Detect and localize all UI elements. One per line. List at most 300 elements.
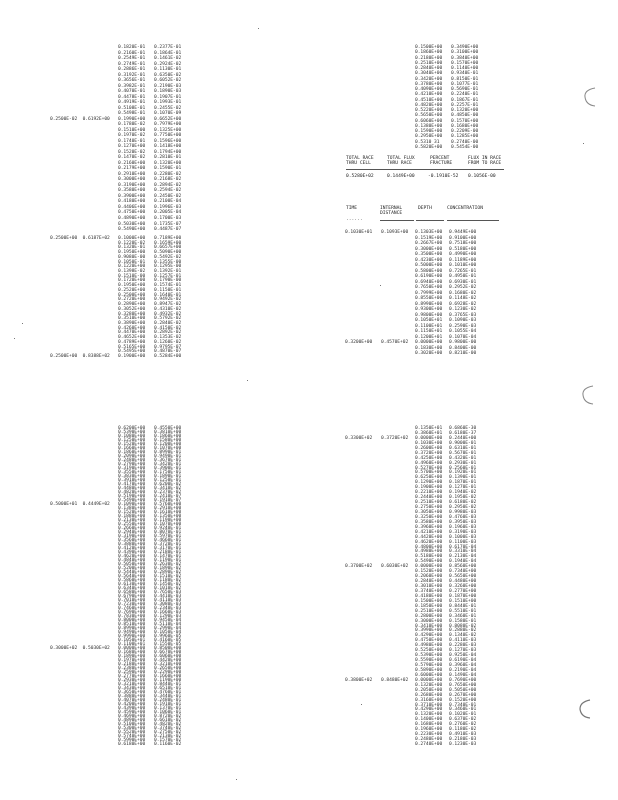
data-cell: 0.1520E+00 (415, 569, 443, 575)
data-cell: 0.2910E+00 (118, 171, 146, 177)
data-cell: 0.1418E+00 (154, 144, 182, 150)
data-cell: 0.1950E+00 (118, 283, 146, 289)
data-cell: 0.3250E+00 (415, 514, 443, 520)
tissue-header-depth: DEPTH (418, 206, 432, 211)
data-cell: 0.3982E-01 (118, 83, 146, 89)
tissue-header-concentration: CONCENTRATION (447, 206, 483, 211)
data-cell: 0.4980E+00 (415, 549, 443, 555)
data-cell: 0.5180E+00 (415, 554, 443, 560)
data-cell: 0.8990E+00 (415, 301, 443, 307)
data-cell: 0.3710E+00 (415, 702, 443, 708)
data-cell: 0.6860E-30 (449, 426, 477, 431)
data-cell: 0.5200E+00 (118, 566, 146, 571)
data-cell: 0.1190E+00 (154, 678, 182, 683)
data-cell: 0.1340E-02 (449, 633, 477, 639)
data-cell: 0.2590E+00 (118, 670, 146, 675)
data-cell: 0.2670E+00 (449, 692, 477, 698)
data-cell: 0.3860E+01 (415, 430, 443, 436)
data-cell: 0.2549E-01 (118, 56, 146, 62)
data-cell: 0.7189E+00 (154, 236, 182, 241)
data-cell: 0.1257E-01 (154, 273, 182, 279)
data-cell: 0.3410E+00 (415, 623, 443, 629)
data-cell: 0.7650E+00 (449, 682, 477, 688)
data-cell: 0.3490E+00 (451, 45, 479, 50)
data-cell: 0.5050E+00 (449, 687, 477, 693)
data-cell: 0.5670E-01 (449, 450, 477, 456)
punch-hole-arc-icon (578, 698, 594, 720)
data-cell: 0.1290E+00 (415, 480, 443, 486)
data-cell: 0.1050E-01 (118, 259, 146, 265)
data-cell: 0.1380E+00 (415, 123, 443, 129)
data-cell: 0.1070E+00 (154, 522, 182, 527)
data-cell: 0.7265E-01 (449, 268, 477, 274)
data-cell: 0.7999E+00 (415, 290, 443, 296)
data-cell: 0.9490E-01 (154, 454, 182, 459)
data-cell: 0.2257E-01 (451, 102, 479, 108)
scan-speck (258, 28, 259, 29)
data-cell: 0.1050E+01 (118, 638, 146, 643)
data-cell: 0.7830E+00 (118, 614, 146, 619)
data-cell: 0.1610E+00 (154, 510, 182, 515)
data-cell: 0.9080E-00 (118, 254, 146, 260)
data-cell: 0.1860E+00 (118, 450, 146, 455)
data-cell: 0.1940E-04 (449, 559, 477, 565)
data-cell: 0.4750E+00 (118, 210, 146, 216)
data-cell: 0.2455E-02 (154, 105, 182, 111)
scan-speck (14, 338, 15, 339)
data-cell: 0.3100E+00 (451, 50, 479, 56)
data-cell: 0.2440E+00 (449, 435, 477, 441)
data-cell: 0.3410E-02 (154, 486, 182, 491)
data-cell: 0.4570E+02 (381, 340, 409, 346)
data-cell: 0.1295E-00 (154, 264, 182, 270)
data-cell: 0.8440E-01 (449, 603, 477, 609)
data-cell: 0.1520E-02 (118, 149, 146, 155)
data-cell: 0.5440E+00 (118, 570, 146, 575)
data-cell: 0.3440E-01 (154, 694, 182, 699)
data-cell: 0.5650E+00 (415, 113, 443, 119)
data-cell: 0.4820E-02 (154, 722, 182, 727)
data-cell: 0.8400E-00 (449, 345, 477, 351)
data-cell: 0.3192E-01 (118, 72, 146, 78)
data-cell: 0.1920E-01 (449, 470, 477, 476)
tissue-underline-2 (380, 220, 414, 221)
summary-underline (346, 169, 504, 170)
data-cell: 0.2790E+00 (118, 462, 146, 467)
data-cell: 0.1325E+00 (154, 127, 182, 133)
data-cell: 0.7010E+00 (118, 598, 146, 603)
data-cell: 0.2750E+00 (415, 505, 443, 510)
data-cell: 0.2450E-02 (154, 193, 182, 199)
data-row (345, 743, 485, 748)
data-cell: 0.1380E+00 (118, 506, 146, 511)
data-cell: 0.5090E+00 (154, 250, 182, 256)
data-cell: 0.3210E+00 (118, 682, 146, 687)
data-cell: 0.1230E-03 (449, 742, 477, 747)
data-cell: 0.4840E+00 (118, 558, 146, 563)
data-cell: 0.1890E-02 (154, 566, 182, 571)
data-cell: 0.6250E+00 (415, 475, 443, 481)
data-cell: 0.6670E+00 (154, 650, 182, 655)
data-cell: 0.3740E-02 (154, 726, 182, 731)
data-cell: 0.2740E+00 (415, 742, 443, 747)
data-cell: 0.4480E+00 (449, 579, 477, 585)
data-cell: 0.1910E-01 (154, 702, 182, 707)
data-cell: 0.3960E-04 (449, 663, 477, 668)
data-cell: 0.8500E+00 (154, 646, 182, 651)
data-cell: 0.1890E-01 (154, 474, 182, 479)
data-cell: 0.2667E+00 (415, 241, 443, 247)
data-cell: 0.2209E-00 (451, 129, 479, 134)
data-cell: 0.2090E+00 (118, 454, 146, 459)
data-cell: 0.8000E+00 (118, 618, 146, 623)
data-cell: 0.1100E-03 (449, 539, 477, 545)
data-cell: 0.8150E-01 (451, 76, 479, 82)
data-cell: 0.0000E+00 (415, 677, 443, 683)
data-cell: 0.5165E+00 (118, 344, 146, 350)
data-cell: 0.1150E+01 (415, 329, 443, 335)
data-cell: 0.2160E+00 (118, 160, 146, 166)
data-cell: 0.1398E-02 (118, 269, 146, 275)
data-cell: 0.4919E-01 (118, 100, 146, 106)
data-cell: 0.1470E-01 (154, 554, 182, 559)
summary-value-total-race: 0.5280E+02 (346, 174, 374, 179)
summary-value-percent: -0.1910E-52 (428, 174, 459, 179)
data-cell: 0.3052E+00 (118, 306, 146, 312)
data-cell: 0.8947E-02 (154, 302, 182, 308)
data-cell: 0.2770E+00 (449, 588, 477, 594)
data-cell: 0.5454E-00 (451, 144, 479, 150)
data-cell: 0.1720E+00 (118, 278, 146, 284)
scan-speck (247, 380, 248, 381)
data-cell: 0.1140E+00 (451, 66, 479, 71)
data-cell: 0.3880E+00 (118, 542, 146, 547)
data-cell: 0.2880E-02 (449, 628, 477, 634)
data-cell: 0.9492E-02 (154, 297, 182, 303)
data-cell: 0.2240E-01 (451, 92, 479, 98)
left-bottom-column-block (50, 427, 190, 747)
summary-header-total-race: TOTAL RACE THRU CELL (346, 156, 374, 167)
left-top-column-block (50, 45, 190, 233)
data-cell: 0.8510E+00 (118, 622, 146, 627)
data-cell: 0.1993E-01 (154, 100, 182, 106)
data-cell: 0.1090E-03 (449, 318, 477, 324)
data-cell: 0.8480E+02 (381, 677, 409, 683)
data-cell: 0.3910E+00 (118, 478, 146, 483)
data-cell: 0.1820E-01 (118, 45, 146, 50)
data-cell: 0.2952E-02 (449, 285, 477, 291)
data-cell: 0.1392E-01 (154, 269, 182, 275)
data-cell: 0.9000E-01 (449, 440, 477, 446)
data-cell: 0.6340E+00 (118, 586, 146, 591)
data-cell: 0.6180E+00 (118, 742, 146, 747)
scan-speck (22, 323, 23, 324)
data-cell: 0.6170E-04 (449, 544, 477, 550)
data-cell: 0.1470E-02 (118, 155, 146, 161)
data-cell: 0.1520E+00 (118, 510, 146, 515)
data-cell: 0.4120E+00 (118, 546, 146, 551)
data-row (345, 351, 485, 357)
data-cell: 0.5650E+00 (449, 574, 477, 580)
data-cell: 0.3190E+00 (118, 534, 146, 539)
data-cell: 0.6060E+00 (415, 118, 443, 124)
data-row (50, 355, 190, 360)
data-cell: 0.2510E+00 (415, 608, 443, 614)
data-cell: 0.5180E+00 (449, 246, 477, 252)
data-cell: 0.4620E+00 (415, 539, 443, 545)
data-cell: 0.4620E+00 (118, 554, 146, 559)
data-cell: 0.4070E-01 (118, 89, 146, 95)
data-cell: 0.1290E-03 (154, 614, 182, 619)
data-cell: 0.4910E-03 (449, 732, 477, 738)
data-cell: 0.1970E-02 (118, 133, 146, 139)
data-cell: 0.1148E-02 (449, 296, 477, 302)
data-cell: 0.8990E-01 (154, 450, 182, 455)
data-cell: 0.2720E+00 (118, 297, 146, 303)
data-cell: 0.2930E+00 (118, 678, 146, 683)
data-cell: 0.3420E-01 (154, 462, 182, 467)
data-cell: 0.9990E+00 (118, 634, 146, 639)
tissue-header-internal-distance: INTERNAL DISTANCE (380, 206, 403, 217)
data-cell: 0.9449E+00 (449, 230, 477, 235)
data-cell: 0.4090E+00 (415, 87, 443, 92)
data-cell: 0.9300E+00 (415, 307, 443, 313)
data-cell: 0.5792E-02 (154, 316, 182, 322)
data-cell: 0.4390E+00 (118, 706, 146, 711)
data-cell: 0.1680E+00 (118, 650, 146, 655)
data-cell: 0.4789E+00 (118, 339, 146, 345)
data-cell: 0.1400E+00 (415, 717, 443, 723)
data-cell: 0.4487E-07 (154, 227, 182, 233)
data-cell: 0.5284E+00 (154, 353, 182, 359)
data-cell: 0.1890E-03 (154, 89, 182, 95)
data-cell: 0.3990E+00 (415, 628, 443, 634)
data-cell: 0.4820E+00 (415, 102, 443, 108)
data-cell: 0.7650E+00 (415, 285, 443, 291)
data-cell: 0.1890E+00 (118, 654, 146, 659)
data-cell: 0.5220E+00 (415, 108, 443, 113)
data-cell: 0.5690E-01 (451, 87, 479, 92)
data-cell: 0.4180E+00 (118, 199, 146, 205)
data-cell: 0.4210E+00 (415, 529, 443, 535)
data-cell: 0.5250E+00 (415, 648, 443, 654)
data-cell: 0.3460E-01 (449, 707, 477, 713)
data-cell: 0.3210E+00 (154, 662, 182, 667)
data-cell: 0.1680E+00 (415, 722, 443, 728)
data-cell: 0.4200E+00 (118, 702, 146, 707)
data-cell: 0.3550E+00 (118, 470, 146, 475)
data-cell: 0.4890E+00 (118, 718, 146, 723)
data-cell: 0.3000E+00 (415, 618, 443, 624)
data-cell: 0.1250E-01 (154, 478, 182, 483)
data-cell: 0.2594E-02 (154, 188, 182, 194)
data-cell: 0.2500E+00 (118, 292, 146, 298)
data-cell: 0.3080E-03 (154, 602, 182, 607)
data-cell: 0.1270E-01 (449, 485, 477, 491)
data-cell: 0.4652E+00 (118, 335, 146, 341)
data-cell: 0.3040E+00 (415, 71, 443, 77)
data-cell: 0.1596E+00 (154, 138, 182, 144)
data-cell: 0.2210E+00 (415, 490, 443, 496)
data-cell: 0.3190E+00 (118, 466, 146, 471)
scan-speck (236, 779, 237, 780)
data-cell: 0.1590E-01 (154, 166, 182, 172)
data-cell: 0.2480E+00 (415, 737, 443, 743)
data-cell: 0.4990E+00 (449, 252, 477, 258)
data-cell: 0.9340E-01 (451, 71, 479, 77)
data-cell: 0.3656E-01 (118, 78, 146, 84)
data-cell: 0.1190E-01 (154, 558, 182, 563)
data-cell: 0.4510E+00 (415, 97, 443, 103)
data-cell: 0.2930E-01 (449, 460, 477, 466)
data-cell: 0.6180E-02 (449, 500, 477, 506)
data-cell: 0.6790E+00 (118, 594, 146, 599)
data-cell: 0.2060E+00 (415, 574, 443, 580)
data-cell: 0.3840E+00 (451, 55, 479, 61)
data-cell: 0.2380E+00 (118, 666, 146, 671)
data-cell: 0.2990E-04 (154, 626, 182, 631)
data-cell: 0.5760E+00 (154, 502, 182, 507)
data-cell: 0.3020E+00 (415, 351, 443, 357)
data-cell: 0.1570E+00 (451, 118, 479, 124)
summary-value-total-flux: 0.1449E+00 (387, 174, 415, 179)
data-cell: 0.3560E+00 (118, 538, 146, 543)
data-cell: 0.1200E+00 (154, 442, 182, 447)
right-bottom-column-block (345, 427, 485, 748)
data-cell: 0.1867E-01 (451, 97, 479, 103)
data-cell: 0.6930E-01 (449, 279, 477, 285)
tissue-header-time: TIME (346, 206, 358, 211)
data-cell: 0.2950E-02 (449, 505, 477, 510)
data-cell: 0.3260E+00 (449, 584, 477, 589)
data-cell: 0.1500E+00 (415, 45, 443, 50)
data-cell: 0.1270E+00 (118, 144, 146, 150)
data-cell: 0.2230E+00 (415, 732, 443, 738)
data-cell: 0.5790E+00 (415, 663, 443, 668)
data-cell: 0.1870E-01 (449, 480, 477, 486)
data-cell: 0.4260E+00 (118, 325, 146, 331)
data-cell: 0.2840E+00 (415, 66, 443, 71)
data-cell: 0.1900E+00 (118, 353, 146, 359)
data-cell: 0.1020E-01 (449, 712, 477, 718)
data-cell: 0.2840E-02 (154, 320, 182, 326)
data-cell: 0.2130E-02 (154, 734, 182, 739)
tissue-concentration-rows (345, 230, 485, 357)
data-cell: 0.3190E-03 (449, 529, 477, 535)
data-cell: 0.3310E-04 (449, 549, 477, 555)
data-cell: 0.3900E+00 (118, 193, 146, 199)
data-cell: 0.1220E-02 (118, 240, 146, 246)
data-cell: 0.1080E+00 (118, 434, 146, 439)
punch-hole-mark-top (582, 86, 598, 108)
data-cell: 0.2280E-02 (154, 171, 182, 177)
data-cell: 0.5490E+00 (118, 227, 146, 233)
data-cell: 0.9800E+00 (415, 312, 443, 318)
data-cell: 0.4932E-02 (154, 311, 182, 317)
data-cell: 0.8560E+00 (449, 564, 477, 570)
data-cell: 0.1900E+00 (415, 485, 443, 491)
data-cell: 0.1510E+00 (449, 598, 477, 604)
data-cell: 0.5970E-01 (154, 534, 182, 539)
data-cell: 0.8720E-02 (154, 714, 182, 719)
data-cell: 0.6370E-02 (449, 717, 477, 723)
data-cell: 0.1660E+00 (118, 446, 146, 451)
data-cell: 0.0000E+00 (118, 646, 146, 651)
data-cell: 0.2500E+00 0.8388E+02 (50, 353, 110, 359)
data-cell: 0.1510E-02 (154, 574, 182, 579)
data-cell: 0.5390E+00 (415, 653, 443, 659)
data-cell: 0.4210E+00 (415, 92, 443, 98)
data-cell: 0.3810E+00 (154, 430, 182, 435)
data-cell: 0.2180E+00 (118, 662, 146, 667)
data-cell: 0.1970E+00 (118, 658, 146, 663)
data-cell: 0.7340E+00 (449, 569, 477, 575)
data-cell: 0.4478E-01 (118, 94, 146, 100)
data-cell: 0.1190E+00 (154, 518, 182, 523)
data-cell: 0.5190E+00 (118, 494, 146, 499)
data-cell: 0.1907E-01 (154, 94, 182, 100)
data-cell: 0.9490E+00 (118, 630, 146, 635)
data-cell: 0.4250E+00 (415, 455, 443, 461)
data-cell: 0.2560E-01 (449, 465, 477, 471)
data-cell: 0.6200E-02 (154, 482, 182, 487)
data-cell: 0.2749E-01 (118, 61, 146, 67)
data-cell: 0.2180E-03 (449, 737, 477, 743)
data-cell: 0.6030E+02 (381, 564, 409, 570)
data-cell: 0.1093E+00 (381, 230, 409, 235)
data-cell: 0.8990E+00 (118, 626, 146, 631)
data-cell: 0.1461E-02 (154, 56, 182, 62)
data-cell: 0.5310 31 (415, 139, 440, 145)
data-cell: 0.3830E+00 (118, 474, 146, 479)
data-cell: 0.6310E-01 (449, 445, 477, 451)
data-cell: 0.7650E-03 (154, 590, 182, 595)
summary-header-flux-in-race: FLUX IN RACE FROM TO RACE (468, 156, 502, 167)
data-cell: 0.1030E+01 (345, 230, 373, 235)
data-cell: 0.1390E-01 (449, 475, 477, 481)
data-cell: 0.5520E+00 (118, 730, 146, 735)
data-cell: 0.1320E+00 (451, 108, 479, 113)
data-cell: 0.5030E+00 (118, 221, 146, 227)
data-cell: 0.4470E+00 (118, 330, 146, 336)
punch-hole-arc-icon (580, 384, 596, 406)
data-cell: 0.4870E-07 (154, 349, 182, 355)
data-cell: 0.4550E+00 (154, 426, 182, 431)
data-cell: 0.4760E-03 (449, 514, 477, 520)
data-cell: 0.3650E+00 (118, 690, 146, 695)
data-cell: 0.1050E+01 (415, 318, 443, 324)
data-cell: 0.3800E+02 (345, 677, 373, 683)
data-cell: 0.4070E+00 (118, 698, 146, 703)
data-cell: 0.1030E+00 (415, 440, 443, 446)
data-cell: 0.3765E-03 (449, 312, 477, 318)
data-cell: 0.1860E+00 (415, 50, 443, 56)
data-cell: 0.4750E+00 (415, 638, 443, 644)
data-cell: 0.4760E-01 (154, 690, 182, 695)
data-cell: 0.2890E+00 (118, 302, 146, 308)
data-cell: 0.9240E-01 (154, 526, 182, 531)
data-cell: 0.6130E+00 (118, 582, 146, 587)
data-cell: 0.7690E+00 (449, 677, 477, 683)
data-cell: 0.7690E+00 (118, 610, 146, 615)
data-cell: 0.1996E-03 (154, 204, 182, 210)
data-cell: 0.5000E+00 (415, 263, 443, 269)
data-cell: 0.4180E+00 (415, 593, 443, 599)
data-cell: 0.1050E-04 (154, 630, 182, 635)
data-cell: 0.1150E-01 (154, 287, 182, 293)
data-cell: 0.1870E+00 (449, 593, 477, 599)
data-cell: 0.5270E+00 (415, 465, 443, 471)
